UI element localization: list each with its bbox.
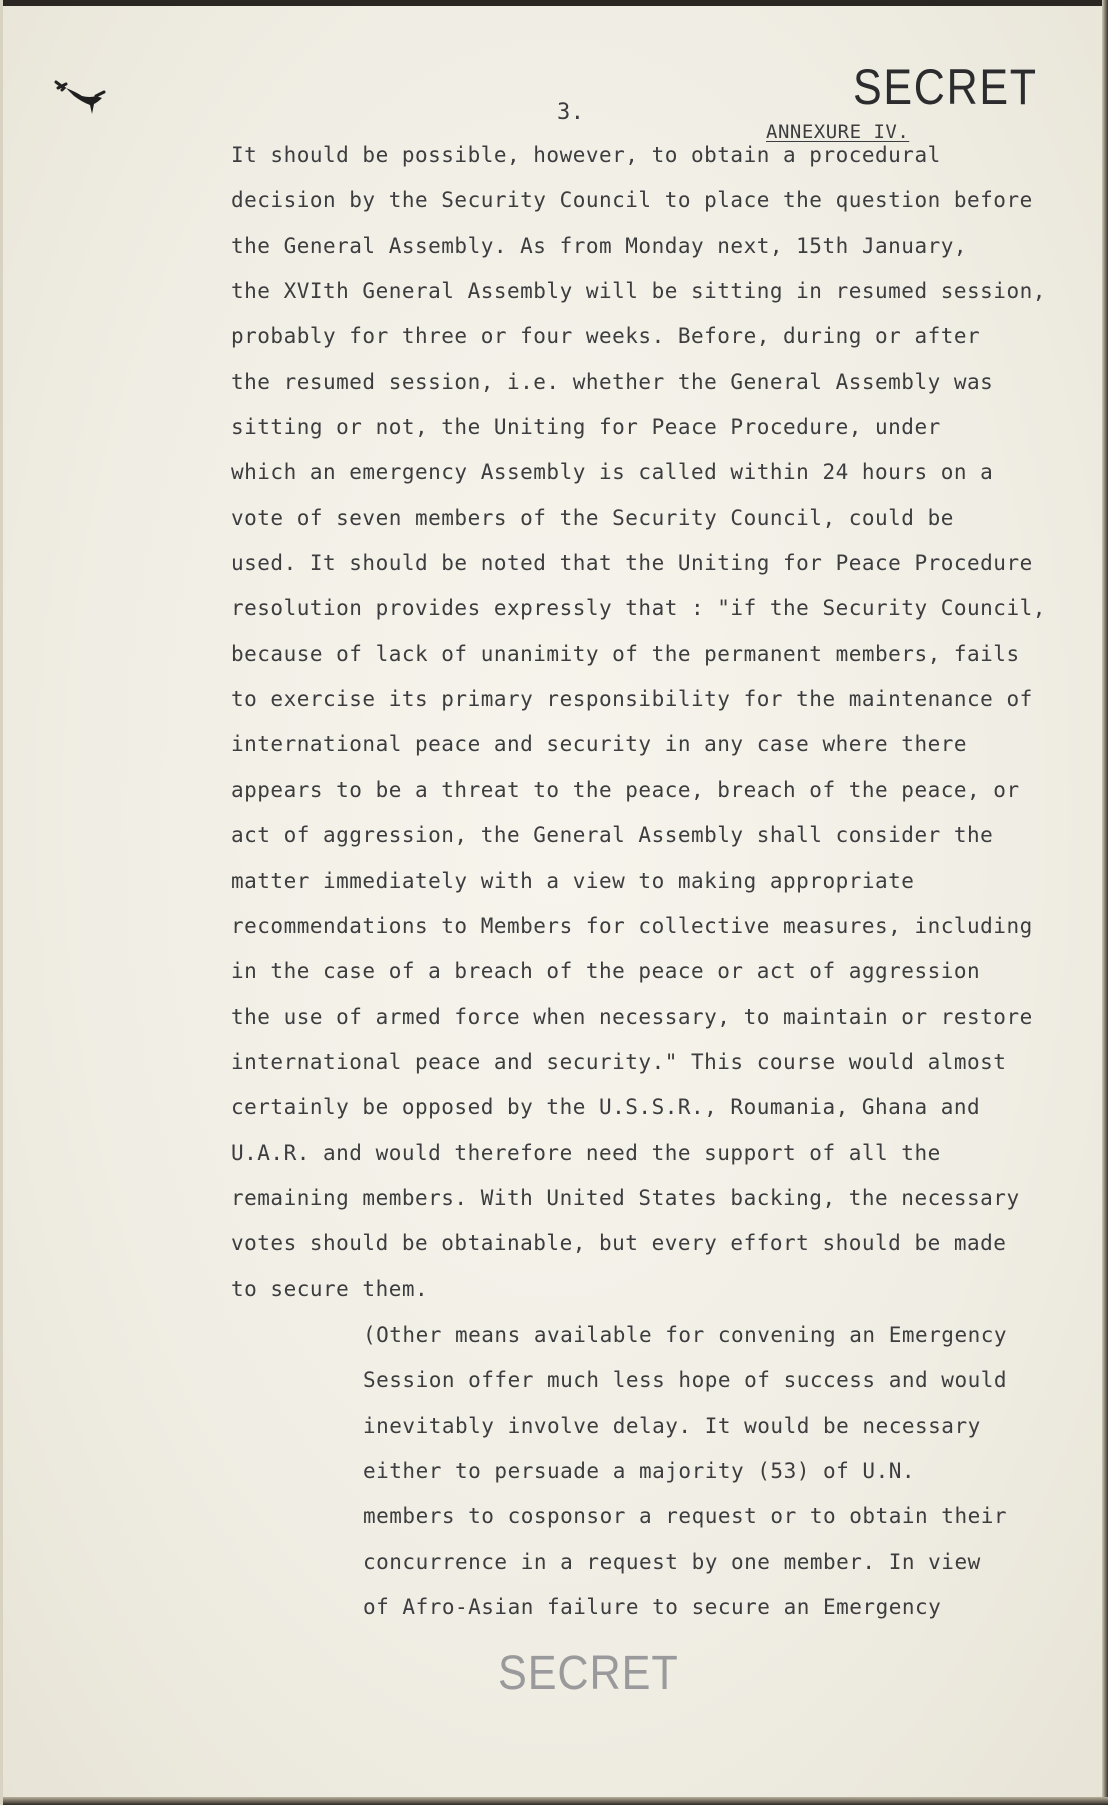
scan-edge-bottom xyxy=(0,1797,1108,1805)
text-line: appears to be a threat to the peace, breach of the peace, or xyxy=(231,777,1020,802)
text-line: act of aggression, the General Assembly shall consider the xyxy=(231,823,994,848)
scan-edge-top xyxy=(0,0,1108,6)
scan-edge-left xyxy=(0,0,3,1805)
text-line: recommendations to Members for collective measures, including xyxy=(231,913,1033,938)
text-line: resolution provides expressly that : "if the Security Council, xyxy=(231,596,1046,621)
text-line: vote of seven members of the Security Council, could be xyxy=(231,505,954,530)
text-line: used. It should be noted that the Uniting for Peace Procedure xyxy=(231,551,1033,576)
text-line: certainly be opposed by the U.S.S.R., Roumania, Ghana and xyxy=(231,1095,981,1120)
text-line: votes should be obtainable, but every effort should be made xyxy=(231,1231,1007,1256)
secret-stamp-bottom: SECRET xyxy=(498,1647,679,1700)
text-line: U.A.R. and would therefore need the support of all the xyxy=(231,1140,941,1165)
annexure-heading: ANNEXURE IV. xyxy=(766,121,910,143)
text-line: the use of armed force when necessary, to maintain or restore xyxy=(231,1004,1033,1029)
text-line: It should be possible, however, to obtain a procedural xyxy=(231,143,941,167)
text-line: the General Assembly. As from Monday next, 15th January, xyxy=(231,233,968,258)
text-line: in the case of a breach of the peace or act of aggression xyxy=(231,959,981,984)
secret-stamp-top: SECRET xyxy=(853,59,1038,115)
main-paragraph xyxy=(231,142,1091,1321)
text-line: decision by the Security Council to place the question before xyxy=(231,188,1033,213)
text-line: to secure them. xyxy=(231,1276,429,1301)
text-line: concurrence in a request by one member. In view xyxy=(363,1549,981,1574)
text-line: sitting or not, the Uniting for Peace Procedure, under xyxy=(231,415,941,440)
text-line: members to cosponsor a request or to obtain their xyxy=(363,1504,1008,1529)
text-line: inevitably involve delay. It would be necessary xyxy=(363,1413,981,1438)
text-line: Session offer much less hope of success and would xyxy=(363,1368,1008,1393)
text-line: remaining members. With United States backing, the necessary xyxy=(231,1185,1020,1210)
ink-mark-icon xyxy=(52,76,122,126)
text-line: either to persuade a majority (53) of U.N. xyxy=(363,1459,916,1484)
text-line: international peace and security." This course would almost xyxy=(231,1049,1007,1074)
text-line: because of lack of unanimity of the permanent members, fails xyxy=(231,641,1020,666)
text-line: matter immediately with a view to making appropriate xyxy=(231,868,915,893)
text-line: to exercise its primary responsibility for the maintenance of xyxy=(231,687,1033,712)
text-line: the XVIth General Assembly will be sitting in resumed session, xyxy=(231,279,1046,304)
scan-edge-right xyxy=(1102,0,1108,1805)
text-line: of Afro-Asian failure to secure an Emergency xyxy=(363,1595,942,1620)
text-line: (Other means available for convening an Emergency xyxy=(363,1323,1008,1347)
indented-paragraph xyxy=(363,1322,1083,1639)
text-line: international peace and security in any case where there xyxy=(231,732,968,757)
text-line: the resumed session, i.e. whether the General Assembly was xyxy=(231,369,994,394)
page-number: 3. xyxy=(557,100,585,125)
text-line: probably for three or four weeks. Before, during or after xyxy=(231,324,981,349)
text-line: which an emergency Assembly is called within 24 hours on a xyxy=(231,460,994,485)
